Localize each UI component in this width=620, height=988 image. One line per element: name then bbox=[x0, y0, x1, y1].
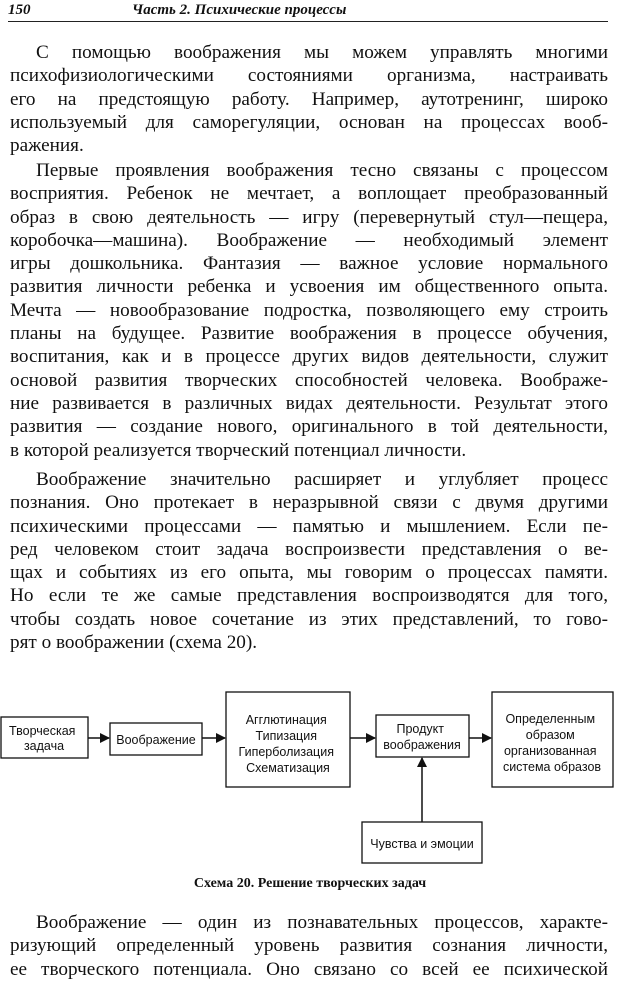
text-line: Но если те же самые представления воспроизводятся для того, bbox=[10, 585, 608, 607]
text-line: воспитания, как и в процессе других видов деятельности, служит bbox=[10, 346, 608, 368]
text-line: в которой реализуется творческий потенциал личности. bbox=[10, 439, 467, 461]
text-line: планы на будущее. Развитие воображения в процессе обучения, bbox=[10, 323, 608, 345]
text-line: Воображение — один из познавательных процессов, характе- bbox=[36, 912, 608, 933]
text-line: коробочка—машина). Воображение — необходимый элемент bbox=[10, 229, 608, 251]
text-line: Воображение значительно расширяет и углубляет процесс bbox=[36, 469, 608, 490]
text-line: развития — создание нового, оригинального в той деятельности, bbox=[10, 416, 608, 438]
header-rule bbox=[8, 21, 608, 22]
text-line: психофизиологическими состояниями организма, настраивать bbox=[10, 65, 608, 87]
box-processes-label: Агглютинация Типизация Гиперболизация Схематизация bbox=[238, 713, 334, 775]
text-line: основой развития творческих способностей человека. Воображе- bbox=[10, 369, 608, 391]
paragraph-4 bbox=[10, 911, 608, 981]
text-line: его на предстоящую работу. Например, аутотренинг, широко bbox=[10, 88, 608, 110]
text-line: ризующий определенный уровень развития сознания личности, bbox=[10, 935, 608, 957]
text-line: Мечта — новообразование подростка, позволяющего ему строить bbox=[10, 299, 608, 321]
diagram-caption: Схема 20. Решение творческих задач bbox=[193, 876, 427, 891]
page-header bbox=[8, 0, 608, 24]
box-imagination-product-label: Продукт воображения bbox=[383, 722, 461, 752]
paragraph-3 bbox=[10, 468, 608, 654]
text-line: С помощью воображения мы можем управлять многими bbox=[36, 42, 608, 63]
paragraph-2 bbox=[10, 159, 608, 462]
text-line: познания. Оно протекает в неразрывной связи с двумя другими bbox=[10, 492, 608, 514]
text-line: психическими процессами — памятью и мышлением. Если пе- bbox=[10, 515, 608, 537]
box-imagination-label: Воображение bbox=[116, 733, 196, 747]
text-line: ее творческого потенциала. Оно связано со всей ее психической bbox=[10, 958, 608, 980]
text-line: чтобы создать новое сочетание из этих представлений, то гово- bbox=[10, 608, 608, 630]
text-line: Первые проявления воображения тесно связаны с процессом bbox=[36, 160, 608, 181]
text-line: рят о воображении (схема 20). bbox=[10, 632, 258, 654]
scheme-diagram bbox=[0, 690, 620, 870]
text-line: ражения. bbox=[10, 135, 84, 157]
box-creative-task-label: Творческая задача bbox=[9, 724, 76, 753]
paragraph-1 bbox=[10, 41, 608, 157]
text-line: используемый для саморегуляции, основан на процессах вооб- bbox=[10, 111, 608, 133]
page-number: 150 bbox=[8, 2, 31, 18]
text-line: игры дошкольника. Фантазия — важное условие нормального bbox=[10, 253, 608, 275]
text-line: восприятия. Ребенок не мечтает, а воплощает преобразованный bbox=[10, 183, 608, 205]
chapter-title: Часть 2. Психические процессы bbox=[132, 2, 347, 18]
box-result-label: Определенным образом организованная система образов bbox=[502, 712, 602, 774]
box-feelings-label: Чувства и эмоции bbox=[370, 837, 474, 851]
text-line: ред человеком стоит задача воспроизвести представления о ве- bbox=[10, 538, 608, 560]
text-line: ние развивается в различных видах деятельности. Результат этого bbox=[10, 392, 608, 414]
text-line: щах и событиях из его опыта, мы говорим о процессах памяти. bbox=[10, 562, 608, 584]
text-line: образ в свою деятельность — игру (перевернутый стул—пещера, bbox=[10, 206, 608, 228]
text-line: развития личности ребенка и усвоения им общественного опыта. bbox=[10, 276, 608, 298]
